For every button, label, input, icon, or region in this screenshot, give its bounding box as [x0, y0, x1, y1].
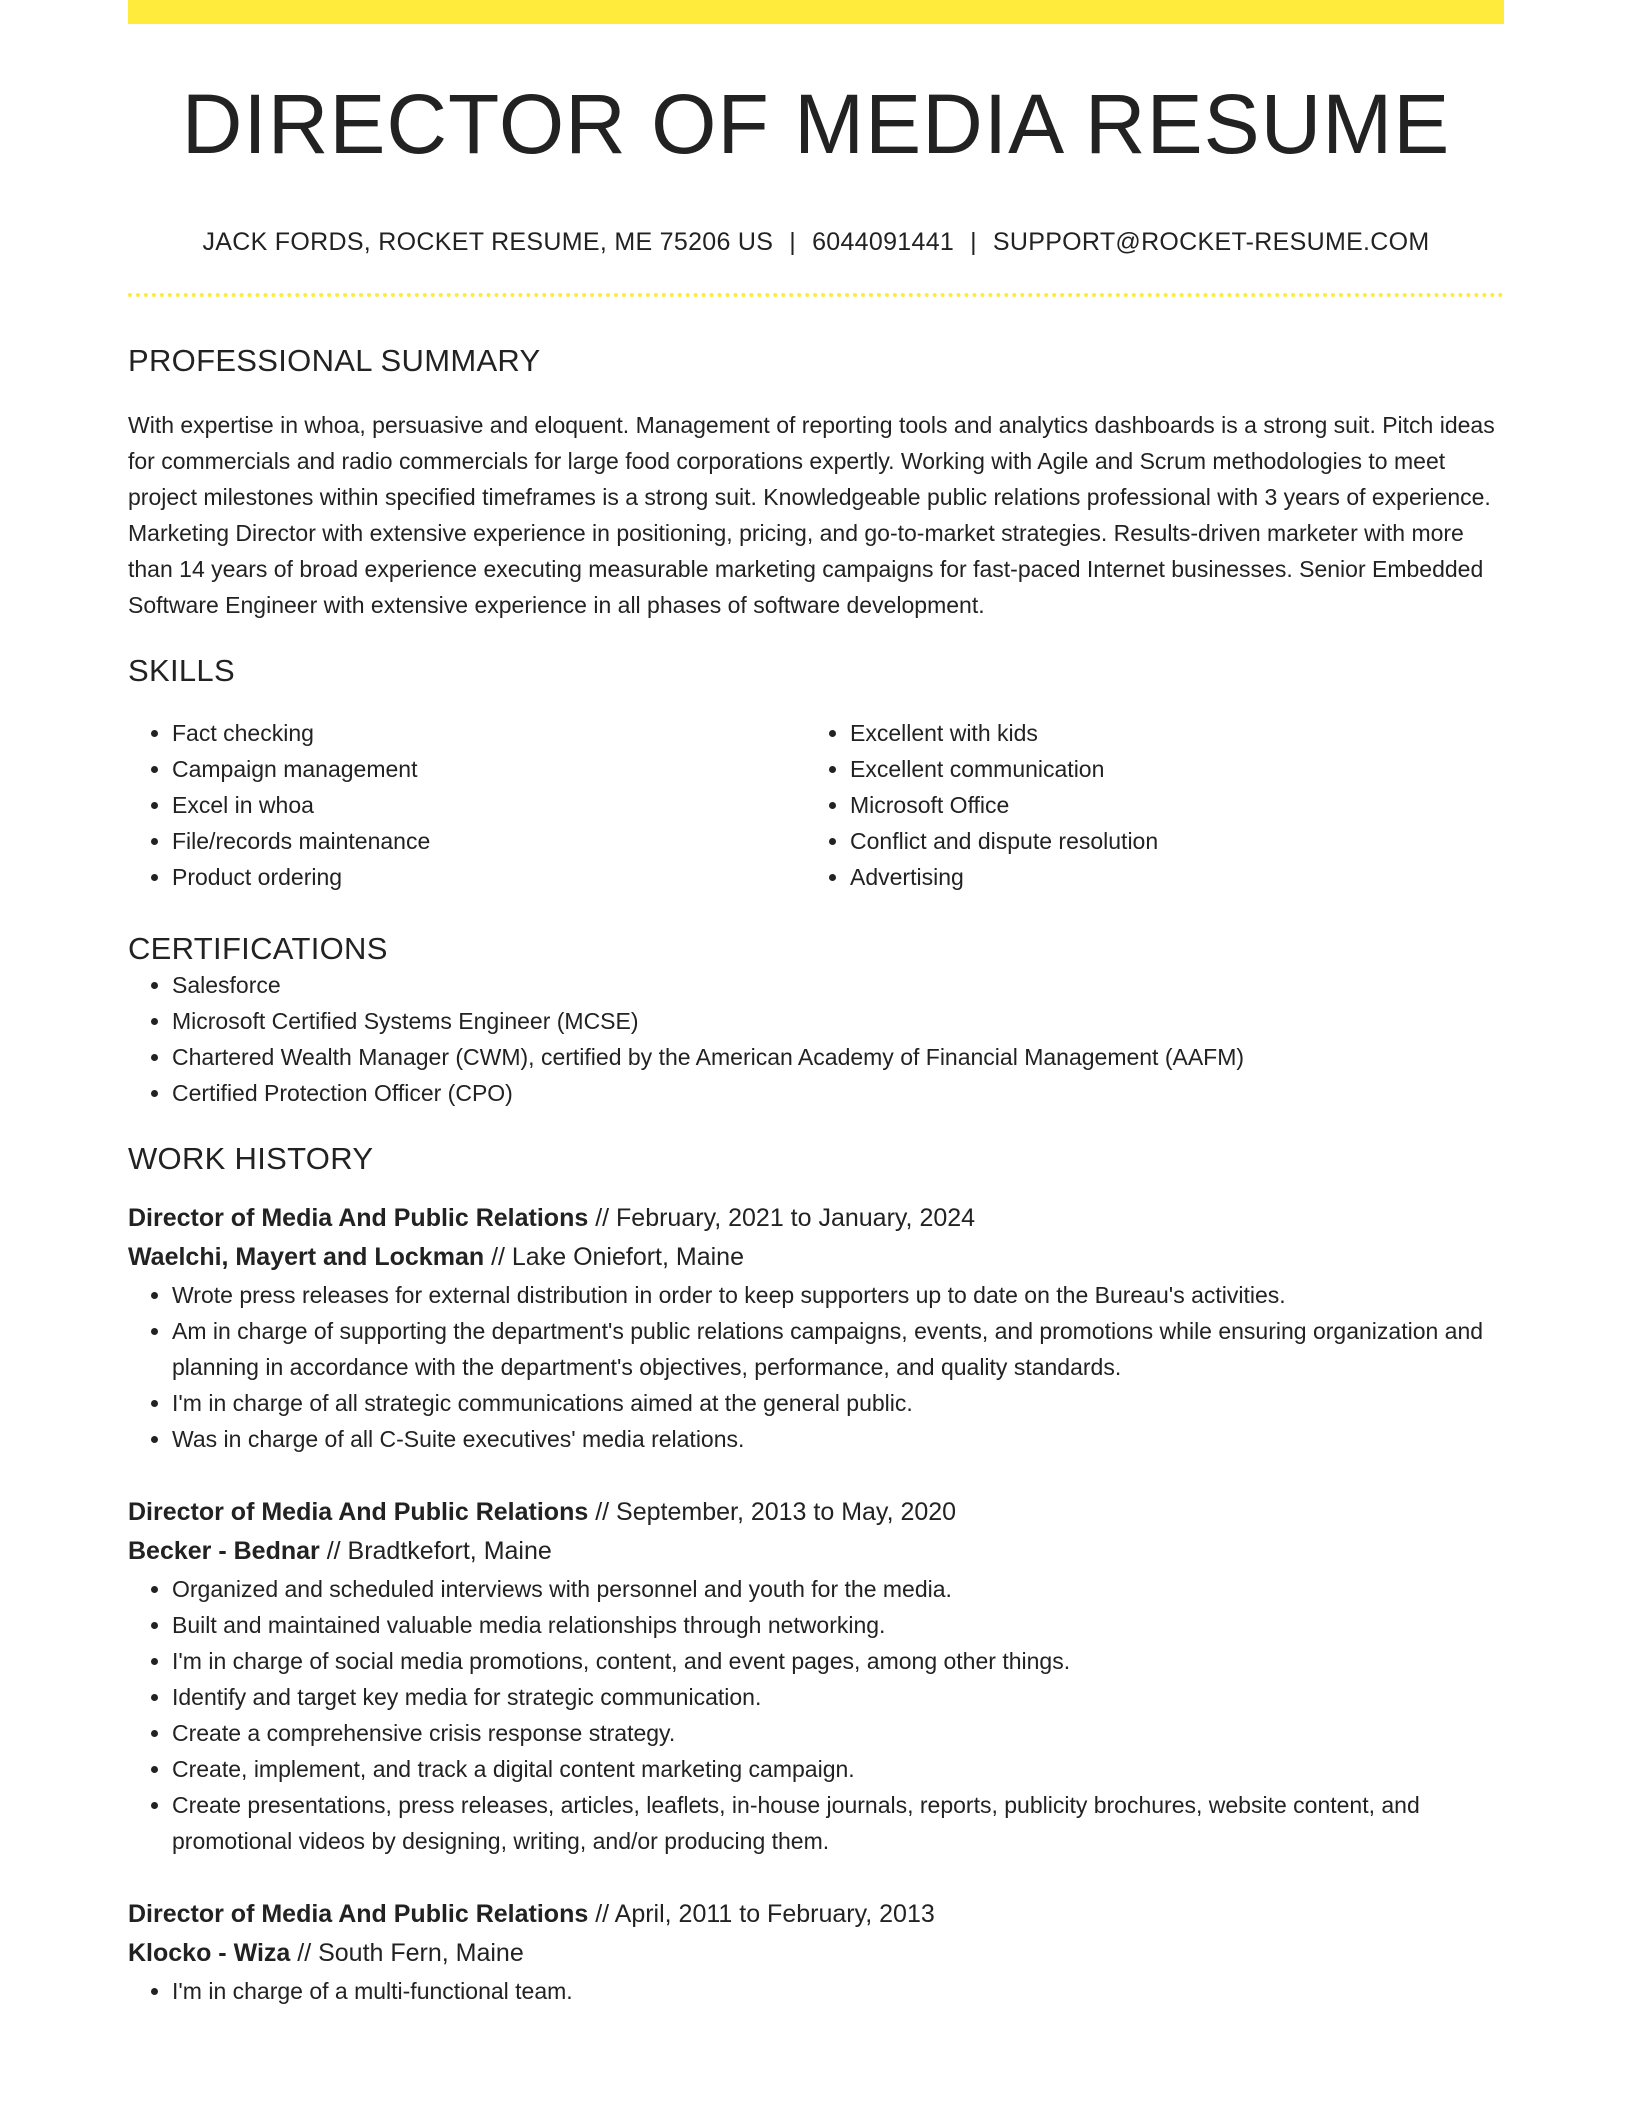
skill-item: • Excel in whoa [172, 787, 806, 823]
job-bullet: • Create a comprehensive crisis response strategy. [172, 1715, 1504, 1751]
job-bullet: • Was in charge of all C-Suite executives' media relations. [172, 1421, 1504, 1457]
job-bullet: • Built and maintained valuable media relationships through networking. [172, 1607, 1504, 1643]
certification-item: • Microsoft Certified Systems Engineer (MCSE) [172, 1003, 1504, 1039]
contact-line [128, 228, 1504, 257]
job-dates: // February, 2021 to January, 2024 [588, 1204, 976, 1232]
job-company-line [128, 1934, 1504, 1973]
skills-column-left [128, 715, 806, 895]
job-location: // Bradtkefort, Maine [319, 1537, 552, 1565]
certification-item: • Salesforce [172, 967, 1504, 1003]
skill-item: • Excellent with kids [850, 715, 1484, 751]
certifications-list [128, 967, 1504, 1111]
job-company: Becker - Bednar [128, 1537, 320, 1565]
certification-item: • Certified Protection Officer (CPO) [172, 1075, 1504, 1111]
summary-text: With expertise in whoa, persuasive and eloquent. Management of reporting tools and analytics dashboards is a strong suit. Pitch ideas for commercials and radio commercials for large food corporations expertly. Working with Agile and Scrum methodologies to meet project milestones within specified timeframes is a strong suit. Knowledgeable public relations professional with 3 years of experience. Marketing Director with extensive experience in positioning, pricing, and go-to-market strategies. Results-driven marketer with more than 14 years of broad experience executing measurable marketing campaigns for fast-paced Internet businesses. Senior Embedded Software Engineer with extensive experience in all phases of software development. [128, 412, 1495, 618]
job-title-line [128, 1895, 1504, 1934]
contact-phone: 6044091441 [812, 228, 955, 256]
skill-item: • Microsoft Office [850, 787, 1484, 823]
job-title: Director of Media And Public Relations [128, 1204, 589, 1232]
job-bullet: • Create, implement, and track a digital content marketing campaign. [172, 1751, 1504, 1787]
skills-list-left [128, 715, 806, 895]
skill-item: • Advertising [850, 859, 1484, 895]
contact-email: SUPPORT@ROCKET-RESUME.COM [992, 228, 1430, 256]
contact-separator: | [789, 228, 797, 256]
skill-item: • Campaign management [172, 751, 806, 787]
skill-item: • Product ordering [172, 859, 806, 895]
job-entry [128, 1895, 1504, 2009]
page-title: DIRECTOR OF MEDIA RESUME [181, 77, 1451, 171]
job-bullets [128, 1973, 1504, 2009]
contact-separator: | [970, 228, 977, 256]
job-bullet: • I'm in charge of a multi-functional team. [172, 1973, 1504, 2009]
job-company: Waelchi, Mayert and Lockman [128, 1243, 485, 1271]
job-entry [128, 1493, 1504, 1859]
summary-heading: PROFESSIONAL SUMMARY [128, 343, 541, 378]
job-bullet: • Organized and scheduled interviews with personnel and youth for the media. [172, 1571, 1504, 1607]
job-bullet: • Identify and target key media for strategic communication. [172, 1679, 1504, 1715]
job-title: Director of Media And Public Relations [128, 1498, 589, 1526]
resume-page [128, 0, 1504, 2009]
skills-column-right [806, 715, 1484, 895]
job-bullet: • Am in charge of supporting the department's public relations campaigns, events, and promotions while ensuring organization and planning in accordance with the department's objectives, performance, and quality standards. [172, 1313, 1504, 1385]
skill-item: • Fact checking [172, 715, 806, 751]
job-bullet: • I'm in charge of social media promotions, content, and event pages, among other things. [172, 1643, 1504, 1679]
skills-heading: SKILLS [128, 653, 235, 688]
skill-item: • Excellent communication [850, 751, 1484, 787]
contact-address: JACK FORDS, ROCKET RESUME, ME 75206 US [202, 228, 774, 256]
job-dates: // April, 2011 to February, 2013 [588, 1900, 935, 1928]
skill-item: • File/records maintenance [172, 823, 806, 859]
job-location: // Lake Oniefort, Maine [484, 1243, 744, 1271]
job-title-line [128, 1493, 1504, 1532]
job-dates: // September, 2013 to May, 2020 [588, 1498, 957, 1526]
job-location: // South Fern, Maine [290, 1939, 524, 1967]
job-company-line [128, 1532, 1504, 1571]
job-entry [128, 1199, 1504, 1457]
job-title-line [128, 1199, 1504, 1238]
job-bullet: • Create presentations, press releases, articles, leaflets, in-house journals, reports, publicity brochures, website content, and promotional videos by designing, writing, and/or producing them. [172, 1787, 1504, 1859]
job-company: Klocko - Wiza [128, 1939, 291, 1967]
job-bullets [128, 1277, 1504, 1457]
skills-grid [128, 715, 1504, 895]
work-history-heading: WORK HISTORY [128, 1141, 374, 1176]
job-bullet: • Wrote press releases for external distribution in order to keep supporters up to date on the Bureau's activities. [172, 1277, 1504, 1313]
work-history-list [128, 1199, 1504, 2009]
dotted-divider [128, 293, 1504, 297]
job-bullets [128, 1571, 1504, 1859]
skill-item: • Conflict and dispute resolution [850, 823, 1484, 859]
top-accent-bar [128, 0, 1504, 24]
job-company-line [128, 1238, 1504, 1277]
job-title: Director of Media And Public Relations [128, 1900, 589, 1928]
job-bullet: • I'm in charge of all strategic communications aimed at the general public. [172, 1385, 1504, 1421]
certification-item: • Chartered Wealth Manager (CWM), certified by the American Academy of Financial Management (AAFM) [172, 1039, 1504, 1075]
certifications-heading: CERTIFICATIONS [128, 931, 388, 966]
skills-list-right [806, 715, 1484, 895]
